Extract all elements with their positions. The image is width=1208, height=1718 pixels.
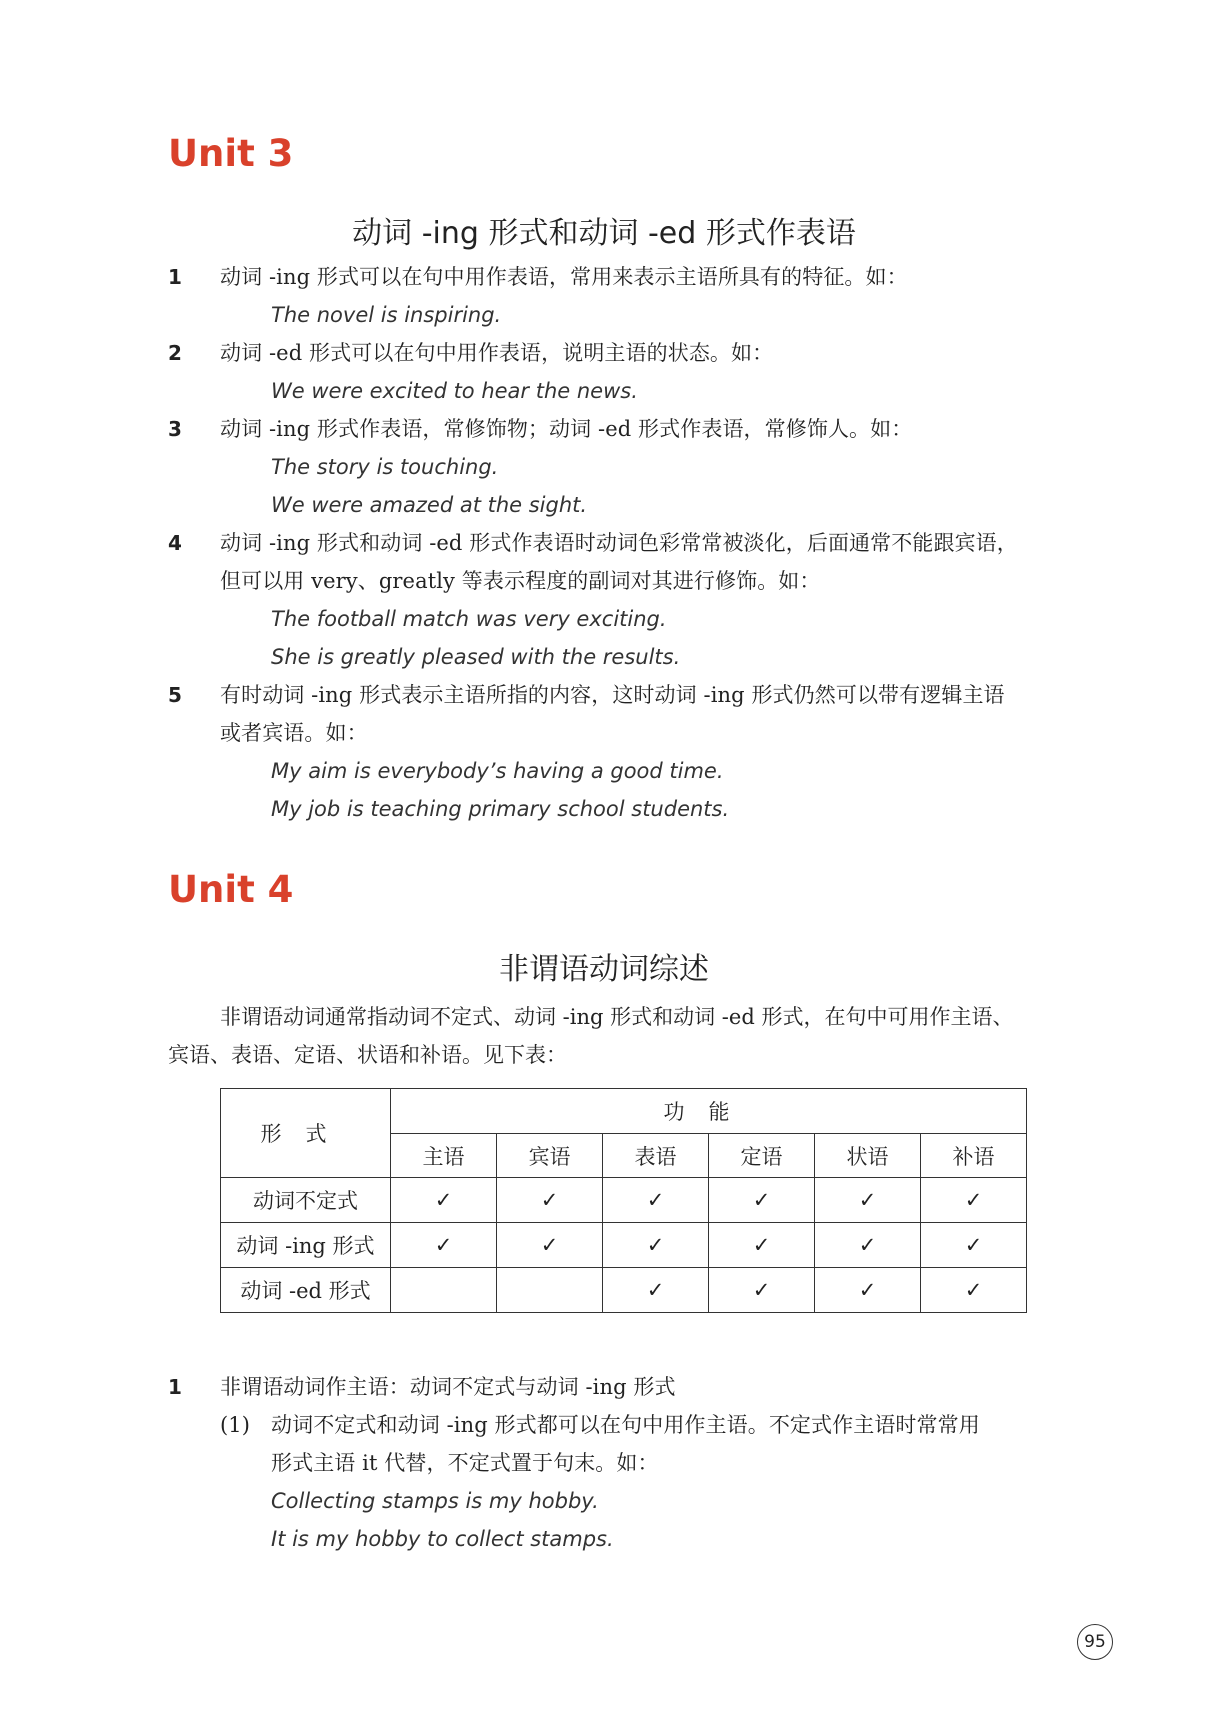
form-cell: 动词 -ing 形式 [221,1223,391,1268]
table-row [221,1223,1027,1268]
function-column-header: 定语 [709,1134,815,1178]
check-mark-icon: ✓ [709,1223,815,1268]
function-column-header: 表语 [603,1134,709,1178]
intro-paragraph-line: 非谓语动词通常指动词不定式、动词 -ing 形式和动词 -ed 形式，在句中可用作主语、 [220,1005,1014,1029]
example-sentence: We were amazed at the sight. [271,493,588,517]
empty-cell [497,1268,603,1313]
example-sentence: It is my hobby to collect stamps. [271,1527,614,1551]
check-mark-icon: ✓ [921,1223,1027,1268]
sub-item-text: 形式主语 it 代替，不定式置于句末。如： [271,1451,659,1475]
item-text: 动词 -ing 形式可以在句中用作表语，常用来表示主语所具有的特征。如： [220,265,908,289]
function-column-header: 主语 [391,1134,497,1178]
check-mark-icon: ✓ [815,1223,921,1268]
unit4-title: Unit 4 [168,868,294,911]
check-mark-icon: ✓ [709,1268,815,1313]
unit3-title: Unit 3 [168,132,294,175]
function-header: 功能 [391,1089,1027,1134]
empty-cell [391,1268,497,1313]
item-number: 3 [168,417,182,441]
non-finite-verb-table [220,1088,1027,1313]
example-sentence: The story is touching. [271,455,499,479]
item-number: 4 [168,531,182,555]
unit3-heading: 动词 -ing 形式和动词 -ed 形式作表语 [352,216,856,251]
item-number: 2 [168,341,182,365]
check-mark-icon: ✓ [603,1223,709,1268]
check-mark-icon: ✓ [391,1223,497,1268]
item-text: 动词 -ing 形式作表语，常修饰物；动词 -ed 形式作表语，常修饰人。如： [220,417,913,441]
intro-paragraph-line: 宾语、表语、定语、状语和补语。见下表： [168,1043,567,1067]
example-sentence: My job is teaching primary school students. [271,797,730,821]
item-text: 有时动词 -ing 形式表示主语所指的内容，这时动词 -ing 形式仍然可以带有逻辑主语 [220,683,1005,707]
item-text: 或者宾语。如： [220,721,368,745]
item-text: 动词 -ing 形式和动词 -ed 形式作表语时动词色彩常常被淡化，后面通常不能跟宾语， [220,531,1018,555]
check-mark-icon: ✓ [603,1178,709,1223]
sub-item-label: (1) [220,1413,251,1437]
check-mark-icon: ✓ [497,1223,603,1268]
check-mark-icon: ✓ [709,1178,815,1223]
function-column-header: 宾语 [497,1134,603,1178]
check-mark-icon: ✓ [921,1178,1027,1223]
example-sentence: Collecting stamps is my hobby. [271,1489,599,1513]
function-column-header: 状语 [815,1134,921,1178]
check-mark-icon: ✓ [921,1268,1027,1313]
item-title: 非谓语动词作主语：动词不定式与动词 -ing 形式 [220,1375,676,1399]
item-number: 5 [168,683,182,707]
example-sentence: The football match was very exciting. [271,607,667,631]
form-header: 形式 [221,1089,391,1178]
item-text: 但可以用 very、greatly 等表示程度的副词对其进行修饰。如： [220,569,821,593]
example-sentence: The novel is inspiring. [271,303,502,327]
page-number: 95 [1077,1624,1113,1660]
check-mark-icon: ✓ [815,1178,921,1223]
table-row [221,1268,1027,1313]
item-number: 1 [168,265,182,289]
item-number: 1 [168,1375,182,1399]
example-sentence: She is greatly pleased with the results. [271,645,681,669]
sub-item-text: 动词不定式和动词 -ing 形式都可以在句中用作主语。不定式作主语时常常用 [271,1413,980,1437]
check-mark-icon: ✓ [497,1178,603,1223]
example-sentence: My aim is everybody’s having a good time. [271,759,724,783]
check-mark-icon: ✓ [391,1178,497,1223]
form-cell: 动词不定式 [221,1178,391,1223]
item-text: 动词 -ed 形式可以在句中用作表语，说明主语的状态。如： [220,341,774,365]
form-cell: 动词 -ed 形式 [221,1268,391,1313]
check-mark-icon: ✓ [603,1268,709,1313]
table-row [221,1178,1027,1223]
example-sentence: We were excited to hear the news. [271,379,638,403]
unit4-heading: 非谓语动词综述 [499,952,709,987]
function-column-header: 补语 [921,1134,1027,1178]
check-mark-icon: ✓ [815,1268,921,1313]
